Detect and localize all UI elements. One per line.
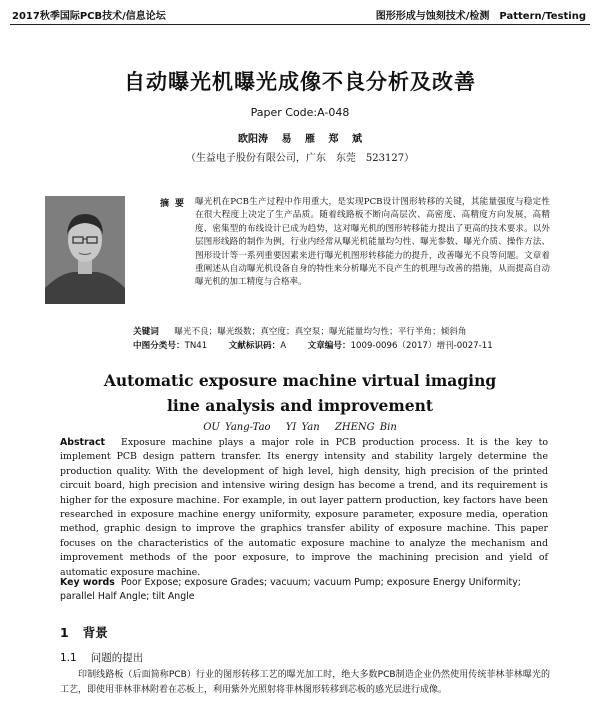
section-title: 背景: [82, 625, 108, 640]
paper-title-en-line1: Automatic exposure machine virtual imaging: [103, 371, 497, 390]
author-photo: [45, 196, 125, 304]
affiliation-cn: （生益电子股份有限公司，广东 东莞 523127）: [185, 153, 415, 164]
authors-en: [0, 422, 600, 433]
clc-value: TN41: [184, 341, 208, 351]
doc-code-label: 文献标识码：: [228, 341, 281, 351]
article-no-value: 1009-0096（2017）增刊-0027-11: [350, 341, 493, 351]
abstract-en-text: Exposure machine plays a major role in PCB production process. It is the key to implement PCB design pattern transfer. Its energy intensity and stability largely determine the production quality. With the development of high level, high density, high precision of the printed circuit board, high precision and intensive wiring design has become a trend, and its requirement is higher for the exposure machine. For example, in out layer pattern production, key factors have been researched in exposure machine energy uniformity, exposure parameter, exposure media, operation method, graphic design to improve the graphics transfer ability of exposure machine. This paper focuses on the characteristics of the automatic exposure machine to analyze the mechanism and improvement methods of the poor exposure, to improve the machining precision and yield of automatic exposure machine.: [60, 437, 548, 578]
section-heading-1: [60, 623, 108, 641]
header-forum-title: 2017秋季国际PCB技术/信息论坛: [12, 11, 166, 22]
keywords-cn-label: 关键词: [133, 327, 159, 337]
abstract-en: [60, 436, 548, 580]
keywords-en-label: Key words: [60, 577, 115, 588]
subsection-title: 问题的提出: [90, 652, 144, 664]
clc-label: 中图分类号：: [133, 341, 185, 351]
author-en-3: ZHENG Bin: [334, 422, 397, 433]
subsection-heading-1-1: [60, 650, 143, 665]
doc-code-value: A: [280, 341, 287, 351]
author-en-1: OU Yang-Tao: [203, 422, 271, 433]
abstract-en-label: Abstract: [60, 437, 106, 448]
header-rule: [10, 24, 590, 25]
classification-line: [133, 339, 493, 351]
body-paragraph: 印制线路板（后面简称PCB）行业的图形转移工艺的曝光加工时，绝大多数PCB制造企业仍然使用传统菲林菲林曝光的工艺，即使用菲林菲林附着在芯板上，利用紫外光照射将菲林图形转移到芯板的感光层进行成像。: [60, 670, 550, 695]
subsection-number: 1.1: [60, 652, 77, 664]
page-header: [0, 0, 600, 24]
abstract-cn-label: 摘要: [160, 199, 191, 209]
abstract-cn-text: 曝光机在PCB生产过程中作用重大，是实现PCB设计图形转移的关键，其能量强度与稳定性在很大程度上决定了生产品质。随着线路板不断向高层次、高密度、高精度方向发展，高精度、密集型的布线设计已成为趋势，这对曝光机的图形转移能力提出了更高的技术要求。以外层图形线路的制作为例，行业内经常从曝光机能量均匀性、曝光参数、曝光介质、操作方法、图形设计等一系列重要因素来进行曝光机图形转移能力的提升，改善曝光不良等问题。文章着重阐述从自动曝光机设备自身的特性来分析曝光不良产生的机理与改善的措施，从而提高自动曝光机的加工精度与合格率。: [195, 197, 550, 288]
keywords-en: [60, 576, 548, 605]
paper-code: Paper Code:A-048: [250, 106, 350, 119]
header-section-title: 图形形成与蚀刻技术/检测 Pattern/Testing: [375, 11, 586, 22]
paper-title-cn: 自动曝光机曝光成像不良分析及改善: [124, 70, 476, 94]
keywords-cn-text: 曝光不良；曝光级数；真空度；真空泵；曝光能量均匀性；平行半角；倾斜角: [174, 327, 467, 337]
author-portrait-image: [45, 196, 125, 304]
paper-title-en-line2: line analysis and improvement: [166, 396, 434, 415]
authors-cn: 欧阳涛 易 雁 郑 斌: [238, 134, 362, 145]
keywords-en-text: Poor Expose; exposure Grades; vacuum; vacuum Pump; exposure Energy Uniformity; parallel Half Angle; tilt Angle: [60, 577, 521, 603]
author-en-2: YI Yan: [285, 422, 320, 433]
section-number: 1: [60, 625, 69, 640]
keywords-cn: [133, 325, 466, 337]
article-no-label: 文章编号：: [307, 341, 351, 351]
